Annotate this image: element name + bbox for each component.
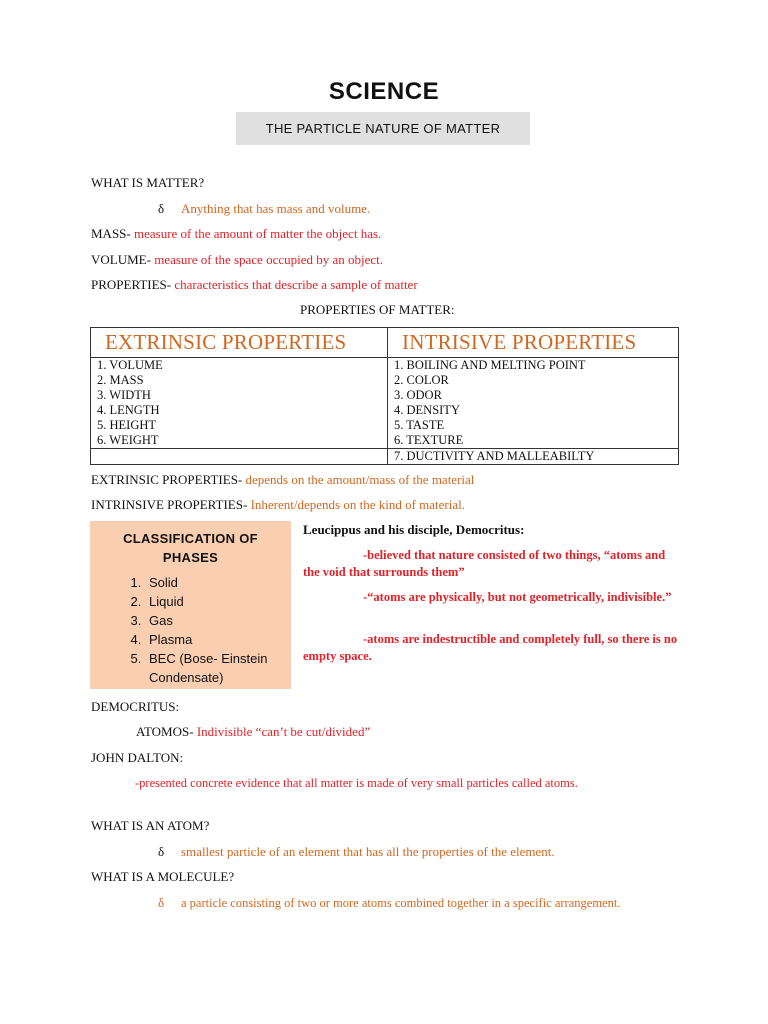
classification-heading: CLASSIFICATION OF PHASES [123,531,258,565]
table-cell: 4. LENGTH [91,403,388,418]
table-row [91,373,679,388]
page-title: SCIENCE [328,78,440,105]
table-cell: 2. COLOR [388,373,679,388]
molecule-question: WHAT IS A MOLECULE? [91,869,235,884]
list-item: 1. Solid [145,573,291,592]
table-cell: 3. ODOR [388,388,679,403]
list-item: 2. Liquid [145,592,291,611]
subtitle-banner [236,112,530,145]
mass-def: measure of the amount of matter the object has. [130,226,382,241]
volume-definition [91,252,383,268]
intrinsic-term: INTRINSIVE PROPERTIES- [91,497,248,512]
extrinsic-definition [91,472,474,488]
table-cell: 6. TEXTURE [388,433,679,449]
table-cell: 7. DUCTIVITY AND MALLEABILTY [388,449,679,465]
table-cell: 1. VOLUME [91,358,388,374]
dalton-heading: JOHN DALTON: [91,750,184,765]
table-cell: 3. WIDTH [91,388,388,403]
properties-table [90,327,679,465]
volume-term: VOLUME- [91,252,151,267]
leucippus-p3: -atoms are indestructible and completely full, so there is no empty space. [303,632,678,663]
atomos-definition [136,724,370,740]
extrinsic-header: EXTRINSIC PROPERTIES [91,328,388,358]
table-cell: 1. BOILING AND MELTING POINT [388,358,679,374]
table-cell: 4. DENSITY [388,403,679,418]
properties-definition [91,277,418,293]
classification-box [90,521,291,689]
atom-answer: smallest particle of an element that has all the properties of the element. [181,844,555,859]
table-cell: 2. MASS [91,373,388,388]
table-cell [91,449,388,465]
democritus-heading: DEMOCRITUS: [91,699,180,714]
table-row [91,449,679,465]
table-row [91,433,679,449]
intrinsic-def: Inherent/depends on the kind of material. [247,497,465,512]
leucippus-p2: -“atoms are physically, but not geometrically, indivisible.” [363,590,672,604]
table-cell: 5. TASTE [388,418,679,433]
table-cell: 6. WEIGHT [91,433,388,449]
volume-def: measure of the space occupied by an object. [150,252,384,267]
table-row [91,418,679,433]
what-is-matter-answer: Anything that has mass and volume. [181,201,371,216]
bullet-icon: δ [158,844,165,859]
extrinsic-term: EXTRINSIC PROPERTIES- [91,472,243,487]
leucippus-heading: Leucippus and his disciple, Democritus: [303,522,525,537]
phases-list [90,573,291,687]
mass-term: MASS- [91,226,131,241]
table-cell: 5. HEIGHT [91,418,388,433]
molecule-answer: a particle consisting of two or more atoms combined together in a specific arrangement. [181,896,621,910]
atomos-def: Indivisible “can’t be cut/divided” [193,724,371,739]
dalton-text: -presented concrete evidence that all matter is made of very small particles called atoms. [135,776,578,790]
extrinsic-def: depends on the amount/mass of the material [242,472,475,487]
properties-heading: PROPERTIES OF MATTER: [300,302,455,317]
table-row [91,388,679,403]
leucippus-p1: -believed that nature consisted of two things, “atoms and the void that surrounds them” [303,548,666,579]
atomos-term: ATOMOS- [136,724,194,739]
atom-question: WHAT IS AN ATOM? [91,818,210,833]
bullet-icon: δ [158,201,165,216]
subtitle-text: THE PARTICLE NATURE OF MATTER [265,121,501,136]
properties-term: PROPERTIES- [91,277,172,292]
intrinsic-header: INTRISIVE PROPERTIES [388,328,679,358]
list-item: 3. Gas [145,611,291,630]
table-row [91,358,679,374]
table-row [91,403,679,418]
bullet-icon: δ [158,895,165,910]
list-item: 4. Plasma [145,630,291,649]
mass-definition [91,226,381,242]
intrinsic-definition [91,497,465,513]
list-item: 5. BEC (Bose- Einstein Condensate) [145,649,291,687]
properties-def: characteristics that describe a sample of matter [171,277,418,292]
what-is-matter-question: WHAT IS MATTER? [91,175,205,190]
